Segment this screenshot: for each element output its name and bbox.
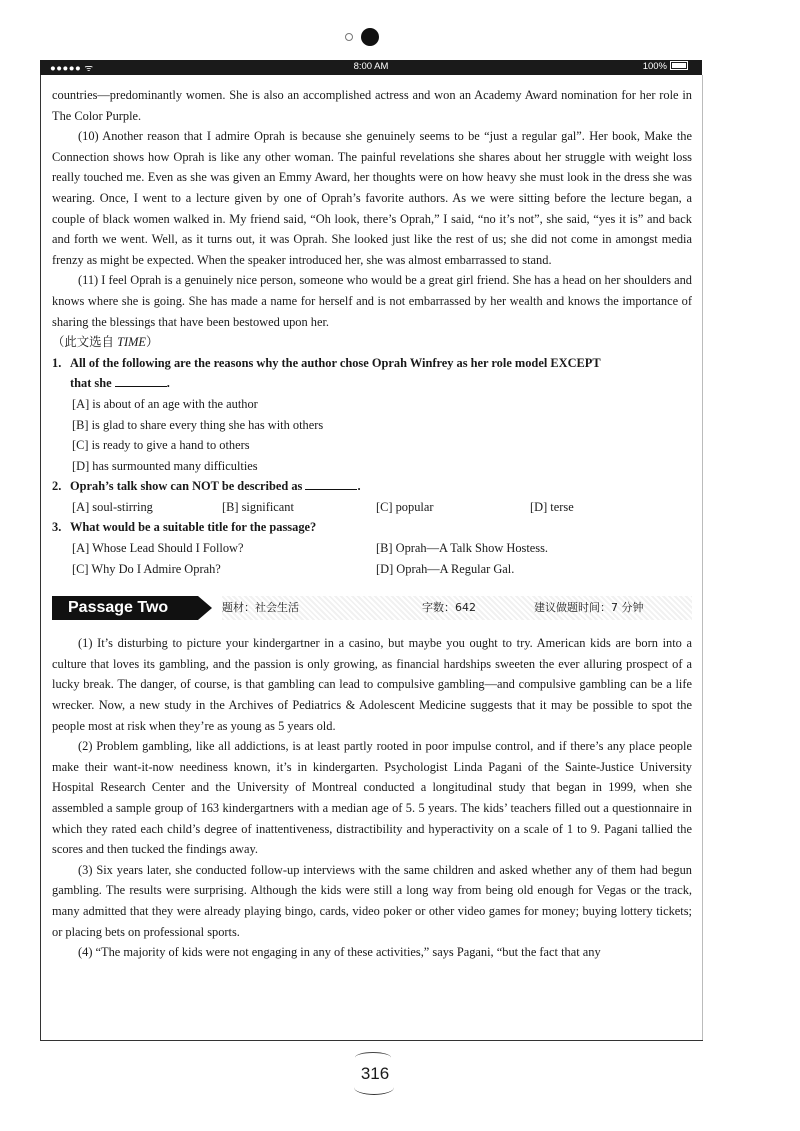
p2-paragraph-3: (3) Six years later, she conducted follow-up interviews with the same children and asked whether any of them had begun gambling. The results were surprising. Although the kids were still a long way from being old enough for Vegas or the track, many admitted that they were already playing bingo, cards, video poker or other video games for money; buying lottery tickets; or placing bets on professional sports.: [52, 862, 692, 939]
front-camera-icon: [361, 28, 379, 46]
passage-two-title: Passage Two: [52, 596, 198, 620]
question-2-stem: Oprah’s talk show can NOT be described as: [70, 479, 303, 494]
passage-two-meta: [222, 596, 692, 620]
document-content: [52, 85, 692, 963]
p1-paragraph-10: (10) Another reason that I admire Oprah is because she genuinely seems to be “just a regular gal”. Her book, Make the Connection shows how Oprah is like any other woman. The painful revelations she shares about her struggle with weight loss really touched me. Even as she was given an Emmy Award, her thoughts were on how heavy she must look in the dress she was wearing. Once, I went to a lecture given by one of Oprah’s favorite authors. As we were sitting before the lecture began, a couple of black women walked in. My friend said, “Oh look, there’s Oprah,” I said, “no it’s not”, she said, “yes it is” and back and forth we went. Well, as it turns out, it was Oprah. She looked just like the rest of us; she did not come in amongst media frenzy as might be expected. When the speaker introduced her, she was almost embarrassed to stand.: [52, 129, 692, 267]
p1-paragraph-continued: countries—predominantly women. She is also an accomplished actress and won an Academy Award nomination for her role in The Color Purple.: [52, 88, 692, 123]
page-number-ornament-bottom: [354, 1080, 394, 1095]
question-2: [52, 476, 692, 517]
p2-paragraph-2: (2) Problem gambling, like all addictions, is at least partly rooted in poor impulse control, and if there’s any place people make their want-it-now neediness known, it’s in kindergarten. Psychologist Linda Pagani of the Sainte-Justice University Hospital Research Center and the University of Montreal conducted a longitudinal study that began in 1999, when she assembled a sample group of 163 kindergartners with a median age of 5. 5 years. The kids’ teachers filled out a questionnaire in which they rated each child’s degree of inattentiveness, distractibility and hyperactivity on a scale of 1 to 9. Pagani tallied the scores and then tucked the findings away.: [52, 739, 692, 857]
question-1-end: .: [166, 376, 170, 391]
question-1-option-c[interactable]: [C] is ready to give a hand to others: [72, 438, 250, 453]
battery-icon: [670, 61, 688, 70]
p2-paragraph-1: (1) It’s disturbing to picture your kindergartner in a casino, but maybe you ought to try. American kids are born into a culture that loves its gambling, and the passion is only growing, as financial hardships sweeten the ever alluring prospect of a lucky break. The danger, of course, is that gambling can lead to compulsive gambling—and compulsive gambling can be a life wrecker. Now, a new study in the Archives of Pediatrics & Adolescent Medicine suggests that it may be possible to spot the people most at risk when they’re as young as 5 years old.: [52, 636, 692, 733]
device-camera: [341, 26, 401, 48]
question-3-options-row-1: [52, 538, 692, 559]
source-suffix: ）: [145, 335, 159, 350]
page-footer: [340, 1048, 410, 1110]
page-number: 316: [360, 1064, 390, 1083]
question-2-option-b[interactable]: [B] significant: [222, 499, 294, 514]
question-1-number: 1.: [52, 355, 62, 370]
question-3-option-d[interactable]: [D] Oprah—A Regular Gal.: [376, 561, 515, 576]
status-time: 8:00 AM: [353, 61, 389, 72]
source-citation: [52, 332, 692, 353]
passage-topic: 题材：社会生活: [222, 601, 299, 615]
question-1-option-d[interactable]: [D] has surmounted many difficulties: [72, 458, 258, 473]
question-3-option-a[interactable]: [A] Whose Lead Should I Follow?: [72, 541, 244, 556]
question-1-stem: All of the following are the reasons why the author chose Oprah Winfrey as her role model EXCEPT: [70, 355, 601, 370]
battery-percent: 100%: [642, 61, 667, 72]
question-2-option-d[interactable]: [D] terse: [530, 499, 574, 514]
page-frame-right: [702, 75, 703, 1040]
banner-arrow-icon: [198, 596, 212, 620]
question-1-option-a[interactable]: [A] is about of an age with the author: [72, 396, 258, 411]
passage-suggested-time: 建议做题时间：7 分钟: [534, 601, 644, 615]
source-name: TIME: [117, 335, 146, 350]
question-2-end: .: [357, 479, 361, 494]
question-1: [52, 353, 692, 477]
signal-wifi-icon: ●●●●● ᯤ: [50, 63, 94, 74]
question-2-option-a[interactable]: [A] soul-stirring: [72, 499, 153, 514]
answer-blank: [305, 479, 357, 490]
p1-paragraph-11: (11) I feel Oprah is a genuinely nice person, someone who would be a great girl friend. She has a head on her shoulders and knows where she is going. She has made a name for herself and is not embarrassed by her wealth and knows the importance of sharing the blessings that have been bestowed upon her.: [52, 273, 692, 329]
question-3-stem: What would be a suitable title for the passage?: [70, 520, 317, 535]
battery-indicator: [643, 61, 688, 72]
question-2-option-c[interactable]: [C] popular: [376, 499, 434, 514]
question-3-option-c[interactable]: [C] Why Do I Admire Oprah?: [72, 561, 221, 576]
p2-paragraph-4: (4) “The majority of kids were not engaging in any of these activities,” says Pagani, “but the fact that any: [78, 945, 601, 960]
answer-blank: [115, 376, 167, 387]
question-2-number: 2.: [52, 479, 62, 494]
page-frame-left: [40, 75, 41, 1040]
status-bar: [40, 60, 702, 75]
question-1-stem-cont: that she: [70, 376, 112, 391]
camera-lens-icon: [345, 33, 353, 41]
page-frame-bottom: [40, 1040, 703, 1041]
question-3-options-row-2: [52, 559, 692, 580]
question-3-number: 3.: [52, 520, 62, 535]
question-3: [52, 517, 692, 579]
question-3-option-b[interactable]: [B] Oprah—A Talk Show Hostess.: [376, 541, 549, 556]
question-2-options: [52, 497, 692, 518]
question-1-option-b[interactable]: [B] is glad to share every thing she has with others: [72, 417, 324, 432]
passage-two-banner: [52, 591, 692, 629]
page-number-ornament-top: [355, 1052, 391, 1063]
passage-word-count: 字数：642: [422, 601, 476, 615]
source-prefix: （此文选自: [52, 335, 118, 350]
